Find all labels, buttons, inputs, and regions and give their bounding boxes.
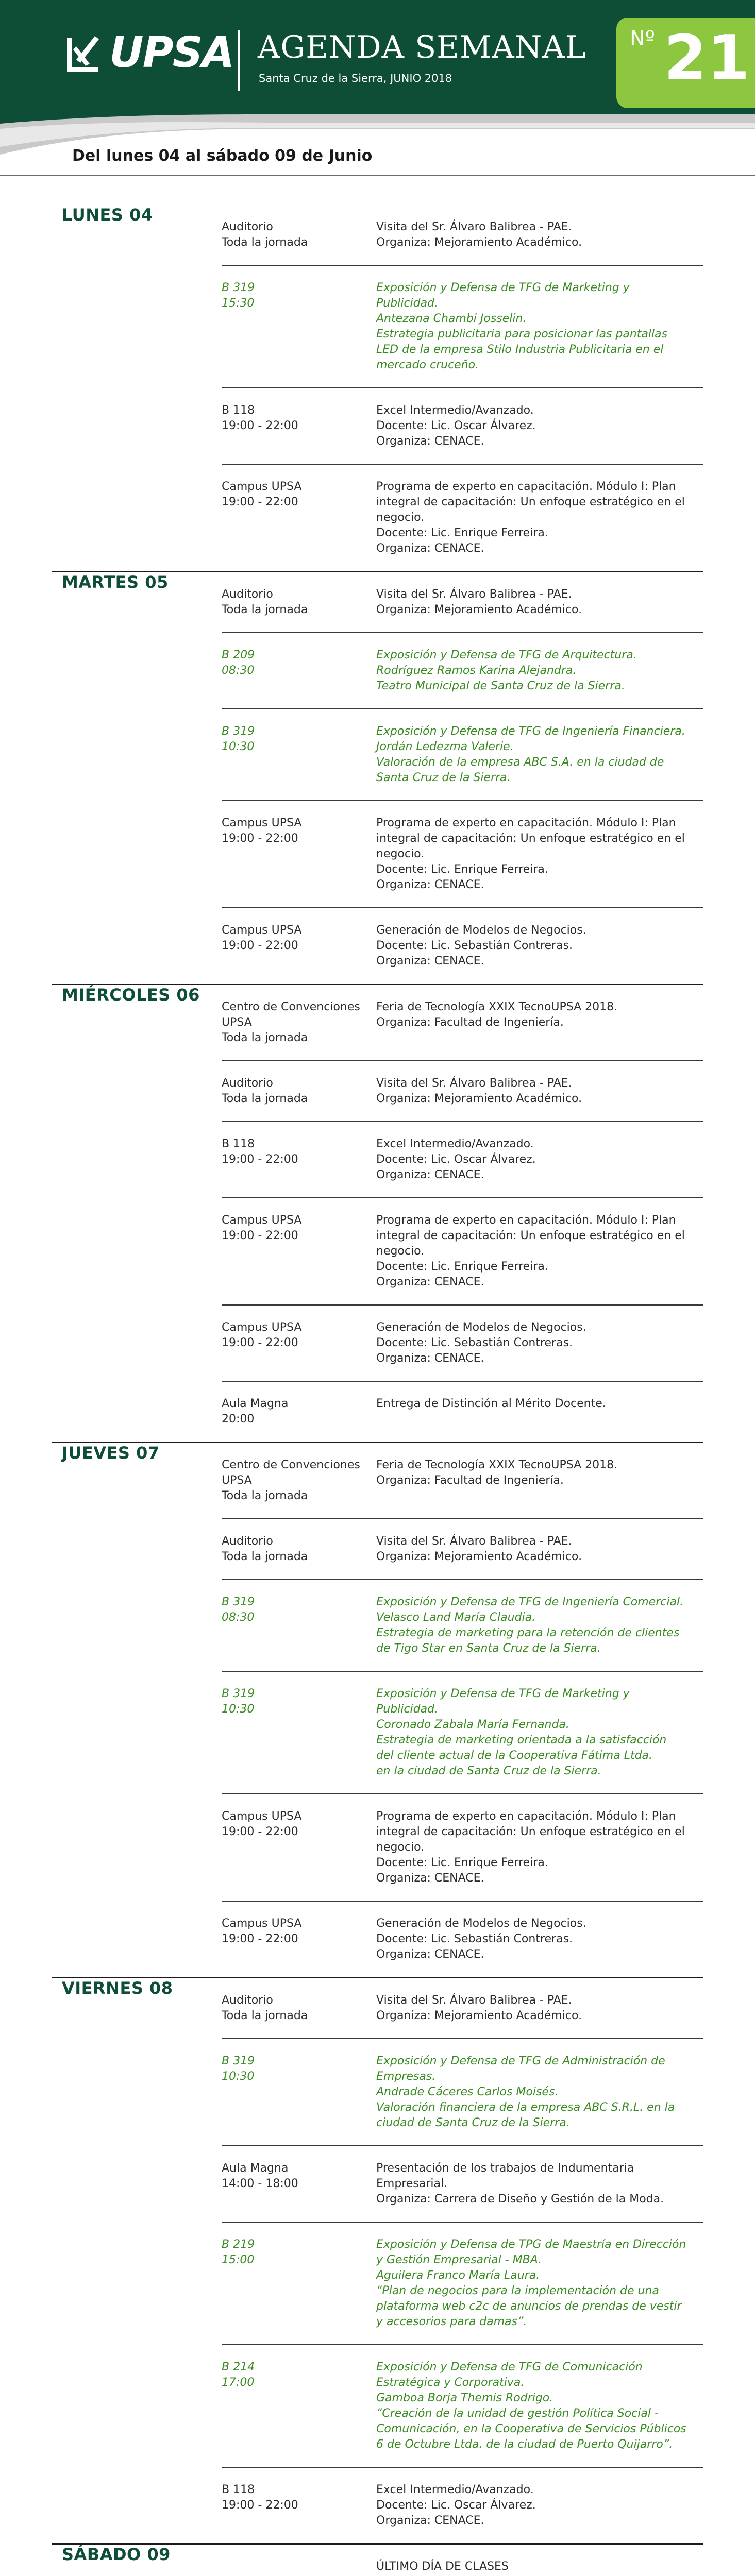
event-description: Generación de Modelos de Negocios. Docente: Lic. Sebastián Contreras. Organiza: CENACE. [376,924,586,968]
event-location-time: B 209 08:30 [222,649,255,677]
issue-number-label: Nº [630,27,655,50]
day-heading: LUNES 04 [62,205,153,225]
event-description: Exposición y Defensa de TFG de Marketing y Publicidad. Antezana Chambi Josselin. Estrategia publicitaria para posicionar las pantallas LED de la empresa Stilo Industria Publicitaria en el mercado cruceño. [376,281,668,371]
event-location-time: Auditorio Toda la jornada [222,1535,308,1563]
event-description: Exposición y Defensa de TFG de Ingeniería Comercial. Velasco Land María Claudia. Estrategia de marketing para la retención de clientes de Tigo Star en Santa Cruz de la Sierra. [376,1596,684,1655]
event-location-time: Campus UPSA 19:00 - 22:00 [222,480,302,509]
event-description: Exposición y Defensa de TFG de Comunicación Estratégica y Corporativa. Gamboa Borja Themis Rodrigo. “Creación de la unidad de gestión Política Social - Comunicación, en la Cooperativa de Servicios Públicos 6 de Octubre Ltda. de la ciudad de Puerto Quijarro”. [376,2361,686,2451]
event-row [222,465,703,571]
day-events-list [222,572,703,984]
event-description: Programa de experto en capacitación. Módulo I: Plan integral de capacitación: Un enfoque estratégico en el negocio. Docente: Lic. Enrique Ferreira. Organiza: CENACE. [376,480,685,555]
event-location-time: Campus UPSA 19:00 - 22:00 [222,1214,302,1242]
event-description: Excel Intermedio/Avanzado. Docente: Lic. Oscar Álvarez. Organiza: CENACE. [376,404,536,448]
event-description: Exposición y Defensa de TFG de Marketing y Publicidad. Coronado Zabala María Fernanda. Estrategia de marketing orientada a la satisfacción del cliente actual de la Cooperativa Fátima Ltda. en la ciudad de Santa Cruz de la Sierra. [376,1687,667,1777]
thesis-defense-event [222,2345,703,2468]
event-description: Visita del Sr. Álvaro Balibrea - PAE. Organiza: Mejoramiento Académico. [376,588,582,616]
event-description: Generación de Modelos de Negocios. Docente: Lic. Sebastián Contreras. Organiza: CENACE. [376,1321,586,1365]
upsa-emblem-icon [66,33,102,73]
event-location-time: Centro de Convenciones UPSA Toda la jornada [222,1459,360,1502]
thesis-defense-event [222,266,703,388]
day-events-list [222,1978,703,2543]
event-location-time [222,2559,376,2574]
day-events-list [222,2545,703,2576]
event-description: Excel Intermedio/Avanzado. Docente: Lic. Oscar Álvarez. Organiza: CENACE. [376,2483,536,2527]
thesis-defense-event [222,709,703,801]
event-location-time: B 118 19:00 - 22:00 [222,1138,298,1166]
event-location-time: Auditorio Toda la jornada [222,1077,308,1105]
event-description: Visita del Sr. Álvaro Balibrea - PAE. Organiza: Mejoramiento Académico. [376,1077,582,1105]
event-location-time: B 214 17:00 [222,2361,255,2389]
event-location-time: B 319 15:30 [222,281,255,310]
event-location-time: Campus UPSA 19:00 - 22:00 [222,1321,302,1349]
event-location-time: Auditorio Toda la jornada [222,221,308,249]
event-row [222,572,703,633]
event-location-time: B 319 08:30 [222,1596,255,1624]
event-location-time: Campus UPSA 19:00 - 22:00 [222,924,302,952]
page-header [0,0,755,176]
thesis-defense-event [222,633,703,709]
event-row [222,1382,703,1442]
day-section [52,205,703,572]
thesis-defense-event [222,2223,703,2345]
event-row [222,2468,703,2543]
event-location-time: B 319 10:30 [222,725,255,753]
header-divider [238,30,240,91]
event-location-time: Aula Magna 14:00 - 18:00 [222,2162,298,2190]
event-description: Programa de experto en capacitación. Módulo I: Plan integral de capacitación: Un enfoque estratégico en el negocio. Docente: Lic. Enrique Ferreira. Organiza: CENACE. [376,817,685,891]
day-heading: MARTES 05 [62,572,169,592]
event-row [222,801,703,908]
event-description: Feria de Tecnología XXIX TecnoUPSA 2018. Organiza: Facultad de Ingeniería. [376,1001,618,1029]
day-section [52,985,703,1443]
event-row [222,1443,703,1519]
event-location-time: Auditorio Toda la jornada [222,588,308,616]
event-location-time: Auditorio Toda la jornada [222,1994,308,2022]
event-location-time: B 118 19:00 - 22:00 [222,2483,298,2512]
day-section [52,572,703,985]
day-events-list [222,205,703,571]
thesis-defense-event [222,1580,703,1672]
event-row [222,1902,703,1977]
event-description: Exposición y Defensa de TFG de Administración de Empresas. Andrade Cáceres Carlos Moisés. Valoración financiera de la empresa ABC S.R.L. en la ciudad de Santa Cruz de la Sierra. [376,2055,675,2129]
event-location-time: B 319 10:30 [222,2055,255,2083]
event-row [222,388,703,465]
event-description: Visita del Sr. Álvaro Balibrea - PAE. Organiza: Mejoramiento Académico. [376,1994,582,2022]
event-description: Visita del Sr. Álvaro Balibrea - PAE. Organiza: Mejoramiento Académico. [376,221,582,249]
event-description: Programa de experto en capacitación. Módulo I: Plan integral de capacitación: Un enfoque estratégico en el negocio. Docente: Lic. Enrique Ferreira. Organiza: CENACE. [376,1810,685,1885]
event-row [222,1122,703,1198]
event-description: ÚLTIMO DÍA DE CLASES [376,2560,509,2573]
event-row [222,1978,703,2039]
event-location-time: Centro de Convenciones UPSA Toda la jornada [222,1001,360,1044]
logo-wordmark: UPSA [109,28,234,77]
day-section [52,1443,703,1978]
day-events-list [222,1443,703,1977]
event-description: Visita del Sr. Álvaro Balibrea - PAE. Organiza: Mejoramiento Académico. [376,1535,582,1563]
event-description: Excel Intermedio/Avanzado. Docente: Lic. Oscar Álvarez. Organiza: CENACE. [376,1138,536,1181]
day-section [52,1978,703,2545]
thesis-defense-event [222,2039,703,2146]
issue-number-badge [616,18,755,108]
event-row [222,1794,703,1902]
event-location-time: Aula Magna 20:00 [222,1397,289,1426]
day-heading: JUEVES 07 [62,1443,160,1463]
event-location-time: B 118 19:00 - 22:00 [222,404,298,432]
day-heading: SÁBADO 09 [62,2545,171,2564]
page-title: AGENDA SEMANAL [258,29,586,65]
event-location-time: Campus UPSA 19:00 - 22:00 [222,817,302,845]
event-location-time: Campus UPSA 19:00 - 22:00 [222,1810,302,1838]
event-row [222,2545,703,2576]
day-events-list [222,985,703,1442]
event-description: Presentación de los trabajos de Indumentaria Empresarial. Organiza: Carrera de Diseño y Gestión de la Moda. [376,2162,664,2206]
event-description: Exposición y Defensa de TFG de Ingeniería Financiera. Jordán Ledezma Valerie. Valoración de la empresa ABC S.A. en la ciudad de Santa Cruz de la Sierra. [376,725,685,784]
event-description: Feria de Tecnología XXIX TecnoUPSA 2018. Organiza: Facultad de Ingeniería. [376,1459,618,1487]
event-description: Exposición y Defensa de TFG de Arquitectura. Rodríguez Ramos Karina Alejandra. Teatro Municipal de Santa Cruz de la Sierra. [376,649,637,692]
event-row [222,985,703,1061]
upsa-logo [66,28,234,77]
event-description: Entrega de Distinción al Mérito Docente. [376,1397,606,1410]
event-row [222,1519,703,1580]
event-row [222,2146,703,2223]
event-location-time: B 219 15:00 [222,2238,255,2266]
day-section [52,2545,703,2576]
event-row [222,908,703,984]
event-location-time: B 319 10:30 [222,1687,255,1716]
day-heading: MIÉRCOLES 06 [62,985,200,1005]
event-description: Generación de Modelos de Negocios. Docente: Lic. Sebastián Contreras. Organiza: CENACE. [376,1917,586,1961]
event-row [222,1198,703,1306]
event-row [222,1306,703,1382]
event-description: Exposición y Defensa de TPG de Maestría en Dirección y Gestión Empresarial - MBA. Aguilera Franco María Laura. “Plan de negocios para la implementación de una plataforma web c2c de anuncios de prendas de vestir y accesorios para damas”. [376,2238,686,2328]
event-location-time: Campus UPSA 19:00 - 22:00 [222,1917,302,1945]
event-row [222,205,703,266]
thesis-defense-event [222,1672,703,1794]
issue-number: 21 [664,23,750,94]
page-subtitle: Santa Cruz de la Sierra, JUNIO 2018 [259,72,452,84]
week-range: Del lunes 04 al sábado 09 de Junio [72,147,373,165]
event-row [222,1061,703,1122]
day-heading: VIERNES 08 [62,1978,173,1998]
schedule [0,176,755,2576]
event-description: Programa de experto en capacitación. Módulo I: Plan integral de capacitación: Un enfoque estratégico en el negocio. Docente: Lic. Enrique Ferreira. Organiza: CENACE. [376,1214,685,1289]
